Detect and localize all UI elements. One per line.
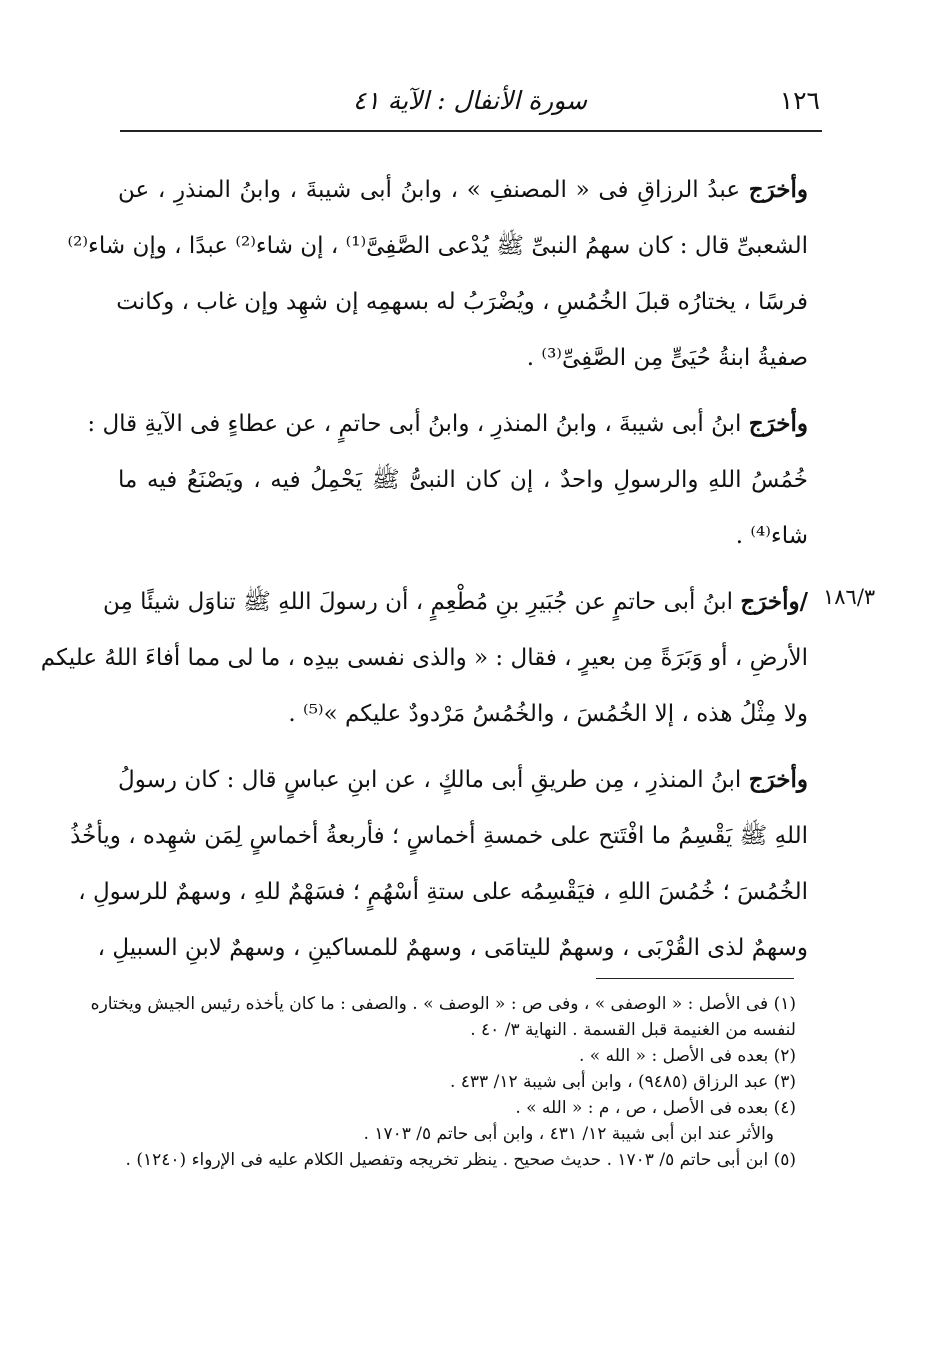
- text-line: اللهِ ﷺ يَقْسِمُ ما افْتَتح على خمسةِ أخماسٍ ؛ فأربعةُ أخماسٍ لِمَن شهِده ، ويأخُذُ: [70, 823, 808, 849]
- text-line: وأخرَج ابنُ أبى شيبةَ ، وابنُ المنذرِ ، وابنُ أبى حاتمٍ ، عن عطاءٍ فى الآيةِ قال :: [87, 410, 808, 437]
- footnote: (١) فى الأصل : « الوصفى » ، وفى ص : « الوصف » . والصفى : ما كان يأخذه رئيس الجيش ويختاره: [90, 994, 796, 1014]
- text-line: خُمُسُ اللهِ والرسولِ واحدٌ ، إن كان النبىُّ ﷺ يَحْمِلُ فيه ، ويَصْنَعُ فيه ما: [118, 467, 808, 493]
- paragraph-4: [70, 752, 808, 976]
- footnote: (٣) عبد الرزاق (٩٤٨٥) ، وابن أبى شيبة ١٢/ ٤٣٣ .: [449, 1072, 796, 1092]
- footnote: (٥) ابن أبى حاتم ٥/ ١٧٠٣ . حديث صحيح . ينظر تخريجه وتفصيل الكلام عليه فى الإرواء (١٢٤٠) .: [125, 1150, 796, 1170]
- footnote-continuation: والأثر عند ابن أبى شيبة ١٢/ ٤٣١ ، وابن أبى حاتم ٥/ ١٧٠٣ .: [363, 1124, 774, 1144]
- text-line: شاء⁽⁴⁾ .: [735, 523, 808, 549]
- footnote-rule: [596, 978, 794, 979]
- header-rule: [120, 130, 822, 132]
- margin-reference: ١٨٦/٣: [823, 585, 876, 609]
- text-line: صفيةُ ابنةُ حُيَىٍّ مِن الصَّفِىِّ⁽³⁾ .: [526, 345, 808, 371]
- text-line: فرسًا ، يختارُه قبلَ الخُمُسِ ، ويُضْرَبُ له بسهمِه إن شهِد وإن غاب ، وكانت: [116, 289, 808, 315]
- paragraph-lead-word: وأخرَج: [748, 766, 808, 793]
- paragraph-lead-word: وأخرَج: [748, 410, 808, 437]
- text-line: ولا مِثْلُ هذه ، إلا الخُمُسَ ، والخُمُسُ مَرْدودٌ عليكم »⁽⁵⁾ .: [288, 701, 808, 727]
- page-number: ١٢٦: [779, 86, 820, 115]
- text-line: وسهمٌ لذى القُرْبَى ، وسهمٌ لليتامَى ، وسهمٌ للمساكينِ ، وسهمٌ لابنِ السبيلِ ،: [97, 935, 808, 961]
- paragraph-lead-word: وأخرَج: [748, 176, 808, 203]
- text-line: وأخرَج عبدُ الرزاقِ فى « المصنفِ » ، وابنُ أبى شيبةَ ، وابنُ المنذرِ ، عن: [118, 176, 808, 203]
- paragraph-3: [40, 574, 808, 742]
- text-line: /وأخرَج ابنُ أبى حاتمٍ عن جُبَيرِ بنِ مُطْعِمٍ ، أن رسولَ اللهِ ﷺ تناوَل شيئًا مِن: [103, 588, 808, 615]
- footnote-continuation: لنفسه من الغنيمة قبل القسمة . النهاية ٣/ ٤٠ .: [470, 1020, 796, 1040]
- text-line: الشعبىِّ قال : كان سهمُ النبىِّ ﷺ يُدْعى الصَّفِىَّ⁽¹⁾ ، إن شاء⁽²⁾ عبدًا ، وإن شاء⁽²⁾: [67, 233, 808, 259]
- text-line: وأخرَج ابنُ المنذرِ ، مِن طريقِ أبى مالكٍ ، عن ابنِ عباسٍ قال : كان رسولُ: [118, 766, 808, 793]
- text-line: الخُمُسَ ؛ خُمُسَ اللهِ ، فيَقْسِمُه على ستةِ أسْهُمٍ ؛ فسَهْمٌ للهِ ، وسهمٌ للرسولِ ،: [78, 879, 808, 905]
- text-line: الأرضِ ، أو وَبَرَةً مِن بعيرٍ ، فقال : « والذى نفسى بيدِه ، ما لى مما أفاءَ اللهُ عليكم: [40, 645, 808, 671]
- page-header: [120, 82, 820, 122]
- footnotes: [90, 988, 796, 1176]
- paragraph-1: [67, 162, 808, 386]
- footnote: (٢) بعده فى الأصل : « الله » .: [578, 1046, 796, 1066]
- main-text: [40, 162, 808, 986]
- paragraph-lead-word: /وأخرَج: [740, 588, 808, 615]
- footnote: (٤) بعده فى الأصل ، ص ، م : « الله » .: [515, 1098, 796, 1118]
- paragraph-2: [87, 396, 808, 564]
- running-title: سورة الأنفال : الآية ٤١: [352, 86, 588, 115]
